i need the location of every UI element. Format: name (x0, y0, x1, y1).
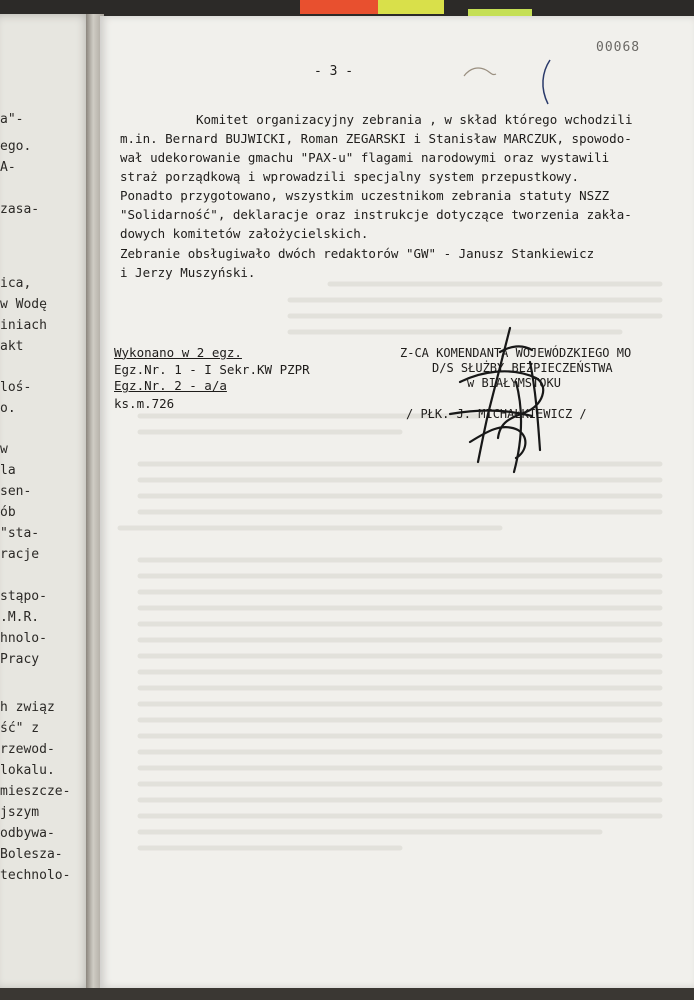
body-line: straż porządkową i wprowadzili specjalny system przepustkowy. (120, 169, 580, 184)
pen-mark (536, 58, 556, 108)
left-page-line: rzewod- (0, 742, 55, 757)
left-page-line: w (0, 442, 8, 457)
left-page-line: technolo- (0, 868, 71, 883)
signature-title-line-3: w BIAŁYMSTOKU (467, 376, 561, 390)
left-page-line: stąpo- (0, 589, 47, 604)
handwritten-signature (440, 322, 580, 482)
body-line: dowych komitetów założycielskich. (120, 226, 369, 241)
body-line: m.in. Bernard BUJWICKI, Roman ZEGARSKI i Stanisław MARCZUK, spowodo- (120, 131, 632, 146)
left-page-line: mieszcze- (0, 784, 71, 799)
bookmark-tab-yellow (378, 0, 444, 14)
left-page-line: ica, (0, 276, 32, 291)
left-page-line: w Wodę (0, 297, 47, 312)
left-page-line: .M.R. (0, 610, 40, 625)
left-page-line: sen- (0, 484, 32, 499)
left-page-line: loś- (0, 380, 32, 395)
left-page-line: racje (0, 547, 40, 562)
left-page-line: ego. (0, 139, 32, 154)
left-page-line: Bolesza- (0, 847, 63, 862)
body-line: Zebranie obsługiwało dwóch redaktorów "GW" - Janusz Stankiewicz (120, 246, 595, 261)
distribution-copy-1: Egz.Nr. 1 - I Sekr.KW PZPR (114, 362, 310, 377)
left-page-line: ób (0, 505, 16, 520)
distribution-title: Wykonano w 2 egz. (114, 345, 242, 360)
body-line: Ponadto przygotowano, wszystkim uczestnikom zebrania statuty NSZZ (120, 188, 610, 203)
left-page-line: jszym (0, 805, 40, 820)
body-line: Komitet organizacyjny zebrania , w skład którego wchodzili (196, 112, 633, 127)
left-page-line: la (0, 463, 16, 478)
signatory-name: / PŁK. J. MICHAŁKIEWICZ / (406, 407, 587, 421)
body-line: wał udekorowanie gmachu "PAX-u" flagami narodowymi oraz wystawili (120, 150, 610, 165)
scanner-bottom-edge (0, 988, 694, 1000)
left-page-line: o. (0, 401, 16, 416)
body-line: i Jerzy Muszyński. (120, 265, 256, 280)
page-number: - 3 - (314, 64, 354, 79)
left-page-line: A- (0, 160, 16, 175)
left-page-line: h związ (0, 700, 55, 715)
left-page-line: iniach (0, 318, 47, 333)
left-page-line: lokalu. (0, 763, 55, 778)
left-page-line: ść" z (0, 721, 40, 736)
left-page-line: odbywa- (0, 826, 55, 841)
left-page-line: hnolo- (0, 631, 47, 646)
body-line: "Solidarność", deklaracje oraz instrukcje dotyczące tworzenia zakła- (120, 207, 632, 222)
left-page-line: Pracy (0, 652, 40, 667)
left-facing-page (0, 14, 92, 990)
archive-stamp-number: 00068 (596, 40, 641, 55)
left-page-line: akt (0, 339, 24, 354)
pencil-mark (460, 62, 500, 82)
left-page-line: zasa- (0, 202, 40, 217)
distribution-copy-2: Egz.Nr. 2 - a/a (114, 378, 227, 393)
left-page-line: "sta- (0, 526, 40, 541)
signature-title-line-1: Z-CA KOMENDANTA WOJEWÓDZKIEGO MO (400, 346, 632, 360)
bookmark-tab-red (300, 0, 378, 14)
signature-title-line-2: D/S SŁUŻBY BEZPIECZEŃSTWA (432, 361, 613, 375)
left-page-line: a"- (0, 112, 24, 127)
distribution-reference: ks.m.726 (114, 396, 175, 411)
